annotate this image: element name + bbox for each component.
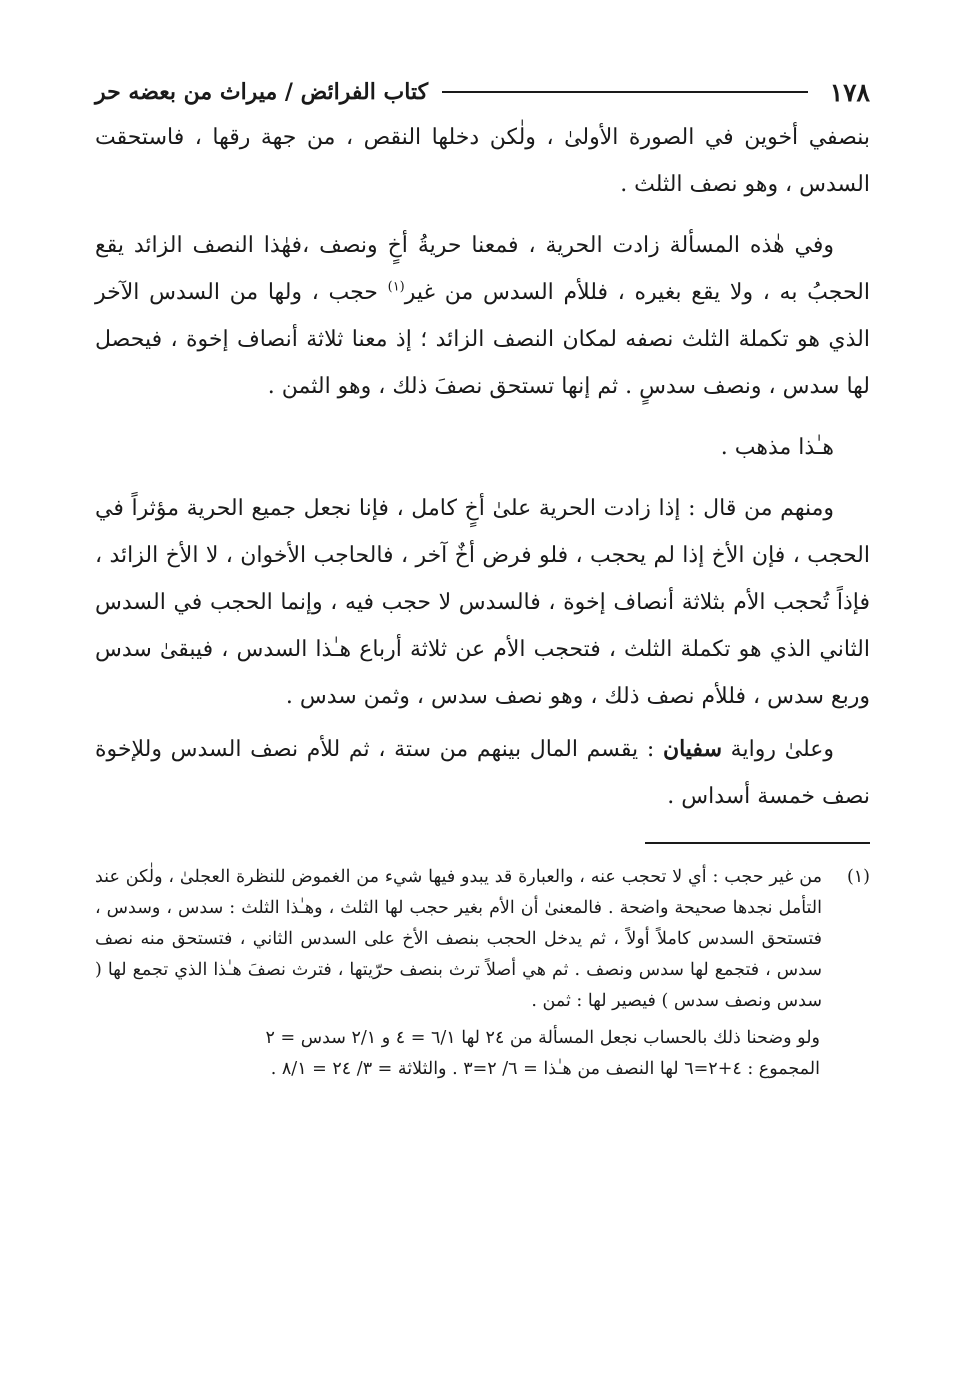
paragraph-4: ومنهم من قال : إذا زادت الحرية علىٰ أخٍ كامل ، فإنا نجعل جميع الحرية مؤثراً في الحجب ، فإن الأخ إذا لم يحجب ، فلو فرض أخٌ آخر ، فالحاجب الأخوان ، لا الأخ الزائد ، فإذاً تُحجب الأم بثلاثة أنصاف إخوة ، فالسدس لا حجب فيه ، وإنما الحجب في السدس الثاني الذي هو تكملة الثلث ، فتحجب الأم عن ثلاثة أرباع هـٰذا السدس ، فيبقىٰ سدس وربع سدس ، فللأم نصف ذلك ، وهو نصف سدس ، وثمن سدس . [95,496,870,709]
running-header [95,70,870,114]
paragraph-2-part-b: حجب ، ولها من السدس الآخر الذي هو تكملة الثلث نصفه لمكان النصف الزائد ؛ إذ معنا ثلاثة أنصاف إخوة ، فيحصل لها سدس ، ونصف سدسٍ . ثم إنها تستحق نصفَ ذلك ، وهو الثمن . [95,280,870,399]
header-rule [442,91,808,93]
footnote-reference-1[interactable]: (١) [387,279,405,295]
footnote-1-calculation [95,1023,822,1085]
paragraph-5-part-a: وعلىٰ رواية [722,737,835,762]
running-title: كتاب الفرائض / ميراث من بعضه حر [95,79,429,105]
footnote-divider [645,842,870,844]
narrator-name: سفيان [662,736,722,762]
paragraph-3: هـٰذا مذهب . [720,435,834,460]
paragraph-1: بنصفي أخوين في الصورة الأولىٰ ، ولٰكن دخلها النقص ، من جهة رقها ، فاستحقت السدس ، وهو نصف الثلث . [95,125,870,197]
footnote-1-number: (١) [846,867,870,887]
footnote-1-text: من غير حجب : أي لا تحجب عنه ، والعبارة قد يبدو فيها شيء من الغموض للنظرة العجلىٰ ، ولٰكن عند التأمل نجدها صحيحة واضحة . فالمعنىٰ أن الأم بغير حجب لها الثلث ، وهـٰذا الثلث : سدس ، وسدس ، فتستحق السدس كاملاً أولاً ، ثم يدخل الحجب بنصف الأخ على السدس الثاني ، فتستحق منه نصف سدس ، فتجمع لها سدس ونصف . ثم هي أصلاً ترث بنصف حرّيتها ، فترث نصفَ هـٰذا الذي تجمع لها ( سدس ونصف سدس ) فيصير لها : ثمن . [95,867,822,1011]
footnotes-section [95,862,870,1085]
calculation-line-2: المجموع : ٤+٢=٦ لها النصف من هـٰذا = ٦/ ٢=٣ . والثلاثة = ٣/ ٢٤ = ٨/١ . [270,1059,820,1079]
footnote-1 [95,862,870,1017]
page-number: ١٧٨ [829,77,870,107]
paragraph-5-part-b: : يقسم المال بينهم من ستة ، ثم للأم نصف السدس وللإخوة نصف خمسة أسداس . [95,737,870,809]
calculation-line-1: ولو وضحنا ذلك بالحساب نجعل المسألة من ٢٤ لها ٦/١ = ٤ و ٢/١ سدس = ٢ [265,1028,820,1048]
paragraph-2-part-a: وفي هٰذه المسألة زادت الحرية ، فمعنا حريةُ أخٍ ونصف ،فهٰذا النصف الزائد يقع الحجبُ به ، ولا يقع بغيره ، فللأم السدس من غير [95,233,870,305]
main-text [95,114,870,820]
paragraph-2 [95,222,870,410]
book-page [95,70,870,1360]
paragraph-5 [95,726,870,820]
